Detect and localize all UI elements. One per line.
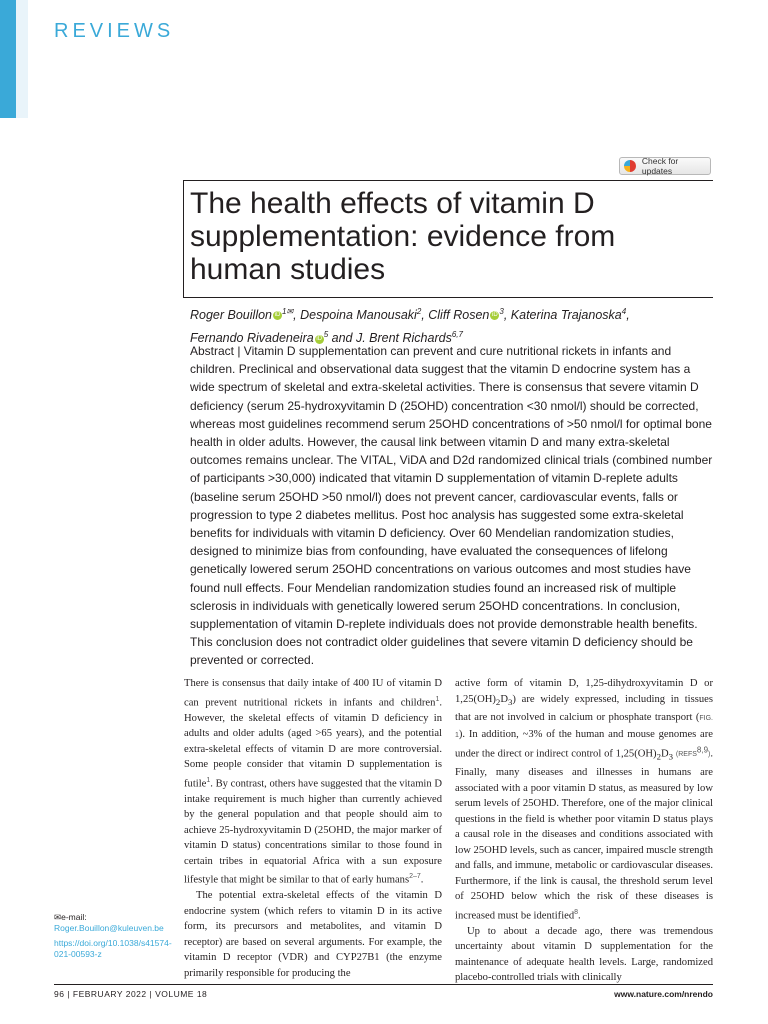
body-paragraph: active form of vitamin D, 1,25-dihydroxyvitamin D or $1,25(OH)_2D_3$) are widely expressed, including in tissues that are not involved in calcium or phosphate transport (FIG. 1). In addition, ~3% of the human and mouse genomes are under the direct or indirect control of $1,25(OH)_2D_3$ (REFS$^{8,9}$). Finally, many diseases and illnesses in humans are associated with a poor vitamin D status, as measured by low serum levels of 25OHD. Therefore, one of the major clinical questions in the field is whether poor vitamin D status plays a causal role in the diseases and conditions associated with low 25OHD levels, such as cancer, impaired muscle strength and falls, and immune, metabolic or cardiovascular diseases. Furthermore, if the link is causal, the threshold serum level of 25OHD below which the risk of these diseases is increased must be identified$^8$. — [455, 678, 714, 922]
check-for-updates-button[interactable] — [619, 157, 711, 175]
crossmark-icon — [624, 160, 636, 172]
orcid-icon[interactable]: iD — [316, 335, 323, 342]
author-name[interactable]: , Cliff Rosen — [421, 308, 490, 323]
author-name[interactable]: Fernando Rivadeneira — [190, 331, 314, 346]
reference-link[interactable]: 1 — [435, 695, 440, 703]
author-name[interactable]: , Despoina Manousaki — [293, 308, 417, 323]
reference-link[interactable]: 2–7 — [409, 873, 421, 881]
affiliation-sup: 4 — [621, 307, 627, 316]
author-name[interactable]: Roger Bouillon — [190, 308, 272, 323]
body-paragraph: There is consensus that daily intake of 400 IU of vitamin D can prevent nutritional rickets in infants and children$^1$. However, the skeletal effects of vitamin D deficiency in adults and older adults (aged >65 years), and the potential extra-skeletal effects of vitamin D are more controversial. Some people consider that vitamin D supplementation is futile$^1$. By contrast, others have suggested that the vitamin D intake requirement is much higher than currently achieved by the general population and that people should aim to achieve 25-hydroxyvitamin D (25OHD, the major marker of vitamin D status) concentrations similar to those found in certain tribes in equatorial Africa with a sun exposure lifestyle that might be similar to that of early humans$^{2-7}$. — [184, 678, 442, 886]
reference-link[interactable]: 8 — [574, 908, 579, 916]
title-rule-bottom — [183, 297, 713, 298]
reference-link[interactable]: 1 — [206, 776, 211, 784]
footer-rule — [54, 984, 713, 985]
footer-journal-url[interactable]: www.nature.com/nrendo — [614, 989, 713, 999]
mail-icon[interactable]: ✉ — [286, 307, 294, 316]
section-color-bar-shadow — [16, 0, 28, 118]
body-column-left — [184, 676, 442, 981]
author-name[interactable]: , Katerina Trajanoska — [503, 308, 622, 323]
doi-link[interactable]: https://doi.org/10.1038/s41574-021-00593-z — [54, 938, 172, 959]
author-name[interactable]: and J. Brent Richards — [328, 331, 452, 346]
footer-page-info: 96 | FEBRUARY 2022 | VOLUME 18 — [54, 989, 208, 999]
body-paragraph: The potential extra-skeletal effects of the vitamin D endocrine system (which refers to vitamin D in its active form, its precursors and metabolites, and vitamin D receptor) are based on several arguments. For example, the vitamin D receptor (VDR) and CYP27B1 (the enzyme primarily responsible for producing the — [184, 890, 442, 979]
correspondence-block — [54, 912, 172, 960]
affiliation-sup: 3 — [499, 307, 504, 316]
body-paragraph: Up to about a decade ago, there was tremendous uncertainty about vitamin D supplementation for the maintenance of adequate health levels. Large, randomized placebo-controlled trials with clinically — [455, 925, 713, 984]
title-rule-top — [183, 180, 713, 181]
abstract: Abstract | Vitamin D supplementation can prevent and cure nutritional rickets in infants and children. Preclinical and observational data suggest that the vitamin D endocrine system has a wide spectrum of skeletal and extra-skeletal activities. There is consensus that severe vitamin D deficiency (serum 25-hydroxyvitamin D (25OHD) concentration <30 nmol/l) should be corrected, whereas most guidelines recommend serum 25OHD concentrations of >50 nmol/l for optimal bone health in older adults. However, the causal link between vitamin D and many extra-skeletal outcomes remains unclear. The VITAL, ViDA and D2d randomized clinical trials (combined number of participants >30,000) indicated that vitamin D supplementation of vitamin D-replete adults (baseline serum 25OHD >50 nmol/l) does not prevent cancer, cardiovascular events, falls or progression to type 2 diabetes mellitus. Post hoc analysis has suggested some extra-skeletal benefits for individuals with vitamin D deficiency. Over 60 Mendelian randomization studies, designed to minimize bias from confounding, have evaluated the consequences of lifelong genetically lowered serum 25OHD concentrations on various outcomes and most studies have found null effects. Four Mendelian randomization studies found an increased risk of multiple sclerosis in individuals with genetically lowered serum 25OHD concentrations. In conclusion, supplementation of vitamin D-replete individuals does not provide demonstrable health benefits. This conclusion does not contradict older guidelines that severe vitamin D deficiency should be prevented or corrected. — [190, 344, 713, 668]
figure-link[interactable]: FIG. 1 — [455, 715, 713, 739]
check-for-updates-label: Check for updates — [641, 156, 679, 176]
affiliation-sup: 2 — [416, 307, 422, 316]
affiliation-sup: 1 — [282, 307, 287, 316]
email-label: ✉e-mail: — [54, 912, 87, 922]
section-color-bar — [0, 0, 16, 118]
article-title: The health effects of vitamin D supplementation: evidence from human studies — [190, 187, 616, 286]
body-column-right — [455, 676, 713, 986]
orcid-icon[interactable]: iD — [274, 312, 281, 319]
email-link[interactable]: Roger.Bouillon@kuleuven.be — [54, 923, 164, 933]
author-list: Roger Bouillon iD $^{1✉}$, Despoina Manousaki$^2$, Cliff Rosen iD $^3$, Katerina Trajanoska$^4$, Fernando Rivadeneira iD $^5$ and J. Brent Richards$^{6,7}$ — [190, 307, 630, 346]
reference-link[interactable]: (REFS$^{8,9}$) — [675, 746, 711, 759]
orcid-icon[interactable]: iD — [492, 312, 498, 319]
section-label: REVIEWS — [54, 20, 175, 42]
affiliation-sup: 5 — [323, 330, 329, 340]
affiliation-sup: 6,7 — [451, 330, 463, 340]
title-rule-left — [183, 180, 184, 298]
